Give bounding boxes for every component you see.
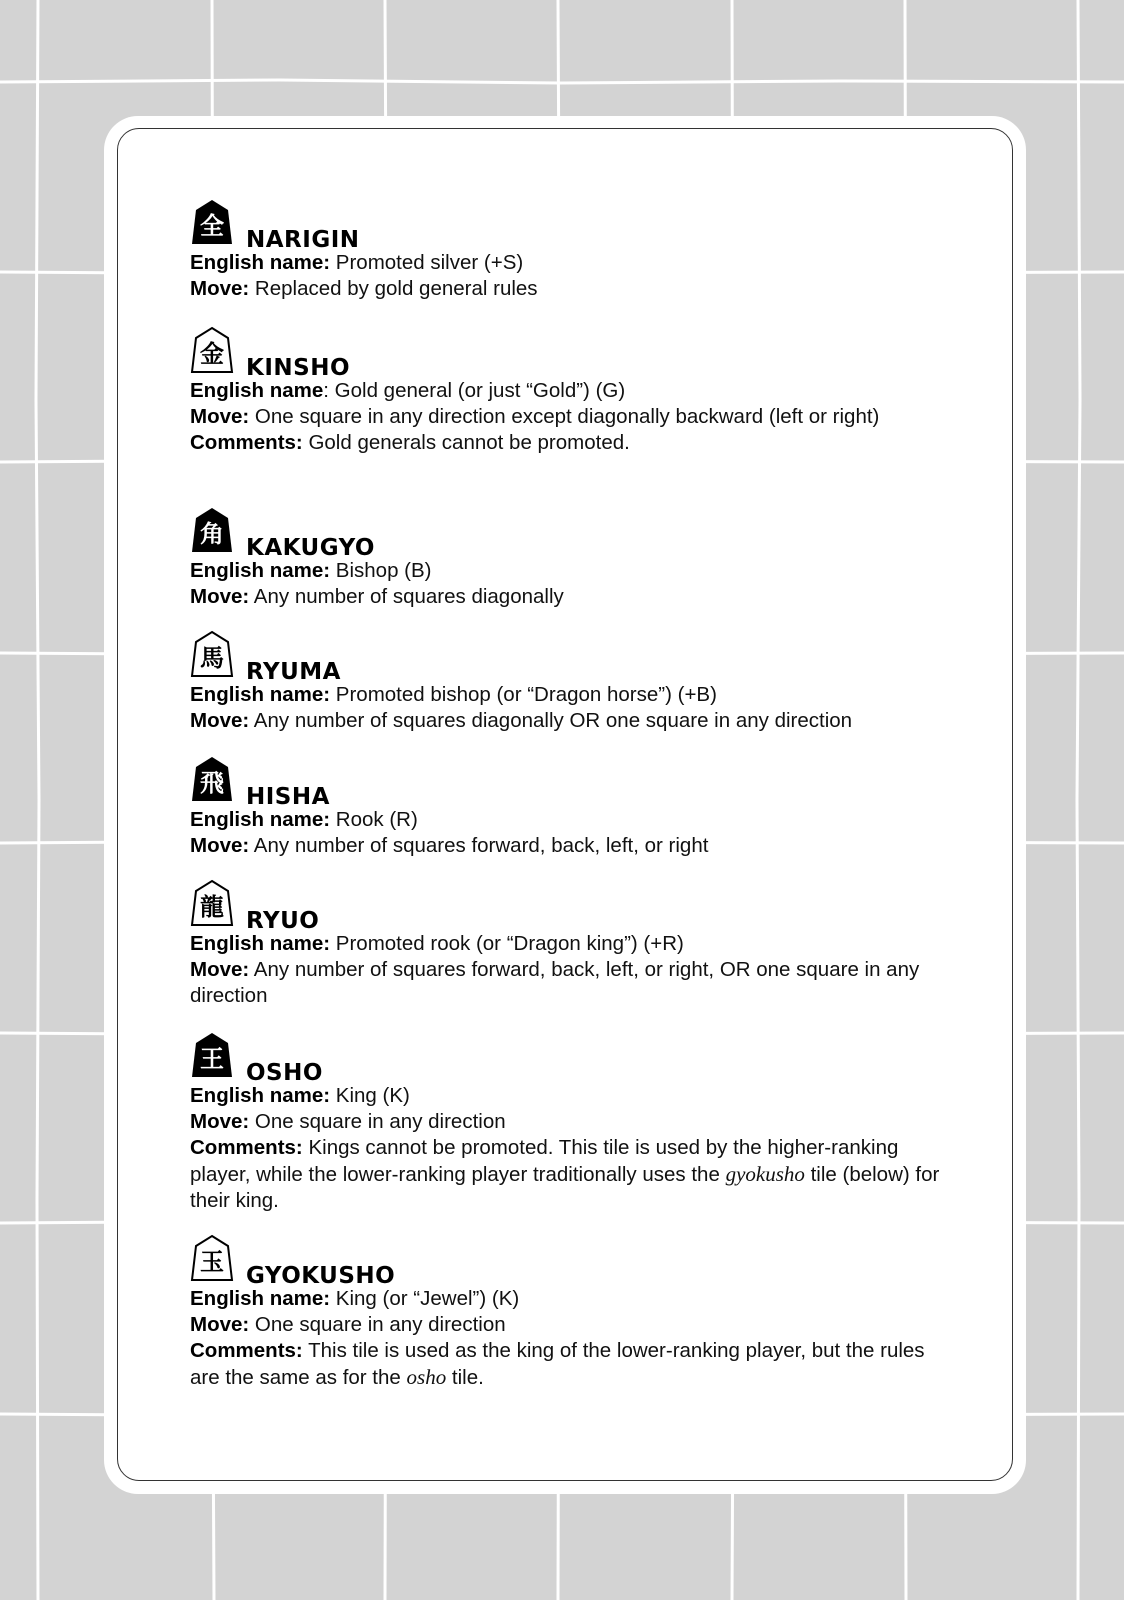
svg-text:王: 王 (200, 1045, 224, 1073)
piece-header (190, 506, 950, 561)
ryuo-piece-icon (190, 879, 234, 927)
move-line: Move: One square in any direction (190, 1313, 506, 1336)
move-line: Move: Any number of squares diagonally OR one square in any direction (190, 709, 853, 732)
move-line: Move: Replaced by gold general rules (190, 277, 538, 300)
piece-name: HISHA (246, 784, 330, 810)
piece-name: KAKUGYO (246, 535, 375, 561)
piece-entry-gyokusho (190, 1234, 950, 1391)
move-line: Move: Any number of squares forward, back, left, or right, OR one square in any direction (190, 958, 920, 1007)
svg-text:玉: 玉 (200, 1248, 224, 1276)
comments-line: Comments: Gold generals cannot be promoted. (190, 431, 630, 454)
comments-line: Comments: This tile is used as the king of the lower-ranking player, but the rules are the same as for the osho tile. (190, 1339, 925, 1389)
english-name-line: English name: Gold general (or just “Gold”) (G) (190, 379, 626, 402)
move-line: Move: Any number of squares forward, back, left, or right (190, 834, 709, 857)
svg-text:金: 金 (200, 340, 224, 368)
english-name-line: English name: King (K) (190, 1084, 410, 1107)
kakugyo-piece-icon (190, 506, 234, 554)
english-name-line: English name: Bishop (B) (190, 559, 432, 582)
piece-name: RYUMA (246, 659, 341, 685)
piece-entry-kakugyo (190, 506, 950, 610)
piece-name: NARIGIN (246, 227, 360, 253)
english-name-line: English name: Rook (R) (190, 808, 418, 831)
piece-entry-ryuma (190, 630, 950, 734)
svg-text:角: 角 (200, 520, 224, 548)
english-name-line: English name: Promoted silver (+S) (190, 251, 524, 274)
move-line: Move: Any number of squares diagonally (190, 585, 564, 608)
ryuma-piece-icon (190, 630, 234, 678)
svg-text:全: 全 (200, 212, 224, 240)
comments-line: Comments: Kings cannot be promoted. This tile is used by the higher-ranking player, while the lower-ranking player traditionally uses the gyokusho tile (below) for their king. (190, 1136, 940, 1212)
piece-header (190, 1234, 950, 1289)
piece-header (190, 198, 950, 253)
english-name-line: English name: King (or “Jewel”) (K) (190, 1287, 520, 1310)
piece-entry-hisha (190, 755, 950, 859)
kinsho-piece-icon (190, 326, 234, 374)
piece-entry-kinsho (190, 326, 950, 456)
svg-text:飛: 飛 (200, 769, 224, 797)
move-line: Move: One square in any direction (190, 1110, 506, 1133)
piece-name: OSHO (246, 1060, 323, 1086)
piece-name: KINSHO (246, 355, 350, 381)
piece-entry-ryuo (190, 879, 950, 1009)
hisha-piece-icon (190, 755, 234, 803)
piece-name: RYUO (246, 908, 320, 934)
piece-entry-osho (190, 1031, 950, 1214)
osho-piece-icon (190, 1031, 234, 1079)
gyokusho-piece-icon (190, 1234, 234, 1282)
piece-header (190, 755, 950, 810)
svg-text:龍: 龍 (200, 893, 224, 921)
narigin-piece-icon (190, 198, 234, 246)
english-name-line: English name: Promoted rook (or “Dragon king”) (+R) (190, 932, 684, 955)
english-name-line: English name: Promoted bishop (or “Dragon horse”) (+B) (190, 683, 717, 706)
piece-entry-narigin (190, 198, 950, 302)
piece-header (190, 630, 950, 685)
piece-header (190, 1031, 950, 1086)
move-line: Move: One square in any direction except diagonally backward (left or right) (190, 405, 880, 428)
piece-header (190, 879, 950, 934)
piece-name: GYOKUSHO (246, 1263, 396, 1289)
svg-text:馬: 馬 (200, 644, 224, 672)
piece-header (190, 326, 950, 381)
